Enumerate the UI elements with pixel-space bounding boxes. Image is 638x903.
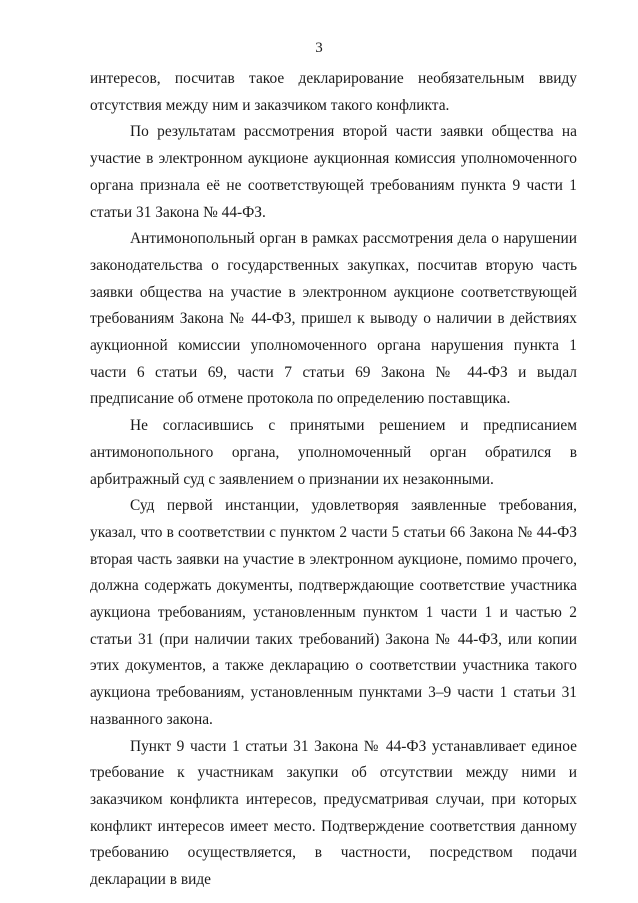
paragraph: Не согласившись с принятыми решением и предписанием антимонопольного органа, уполномоченный орган обратился в арбитражный суд с заявлением о признании их незаконными. (90, 417, 577, 488)
page-number: 3 (315, 40, 323, 56)
paragraph: По результатам рассмотрения второй части заявки общества на участие в электронном аукционе аукционная комиссия уполномоченного органа признала её не соответствующей требованиям пункта 9 части 1 статьи 31 Закона № 44-ФЗ. (90, 123, 577, 221)
paragraph: Антимонопольный орган в рамках рассмотрения дела о нарушении законодательства о государственных закупках, посчитав вторую часть заявки общества на участие в электронном аукционе соответствующей требованиям Закона № 44-ФЗ, пришел к выводу о наличии в действиях аукционной комиссии уполномоченного органа нарушения пункта 1 части 6 статьи 69, части 7 статьи 69 Закона № 44-ФЗ и выдал предписание об отмене протокола по определению поставщика. (90, 230, 577, 408)
document-body (90, 66, 577, 894)
paragraph: Суд первой инстанции, удовлетворяя заявленные требования, указал, что в соответствии с пунктом 2 части 5 статьи 66 Закона № 44-ФЗ вторая часть заявки на участие в электронном аукционе, помимо прочего, должна содержать документы, подтверждающие соответствие участника аукциона требованиям, установленным пунктом 1 части 1 и частью 2 статьи 31 (при наличии таких требований) Закона № 44-ФЗ, или копии этих документов, а также декларацию о соответствии участника такого аукциона требованиям, установленным пунктами 3–9 части 1 статьи 31 названного закона. (90, 497, 577, 728)
paragraph-continuation: интересов, посчитав такое декларирование необязательным ввиду отсутствия между ним и заказчиком такого конфликта. (90, 70, 577, 114)
paragraph-last: Пункт 9 части 1 статьи 31 Закона № 44-ФЗ устанавливает единое требование к участникам закупки об отсутствии между ними и заказчиком конфликта интересов, предусматривая случаи, при которых конфликт интересов имеет место. Подтверждение соответствия данному требованию осуществляется, в частности, посредством подачи декларации в виде (90, 737, 577, 889)
